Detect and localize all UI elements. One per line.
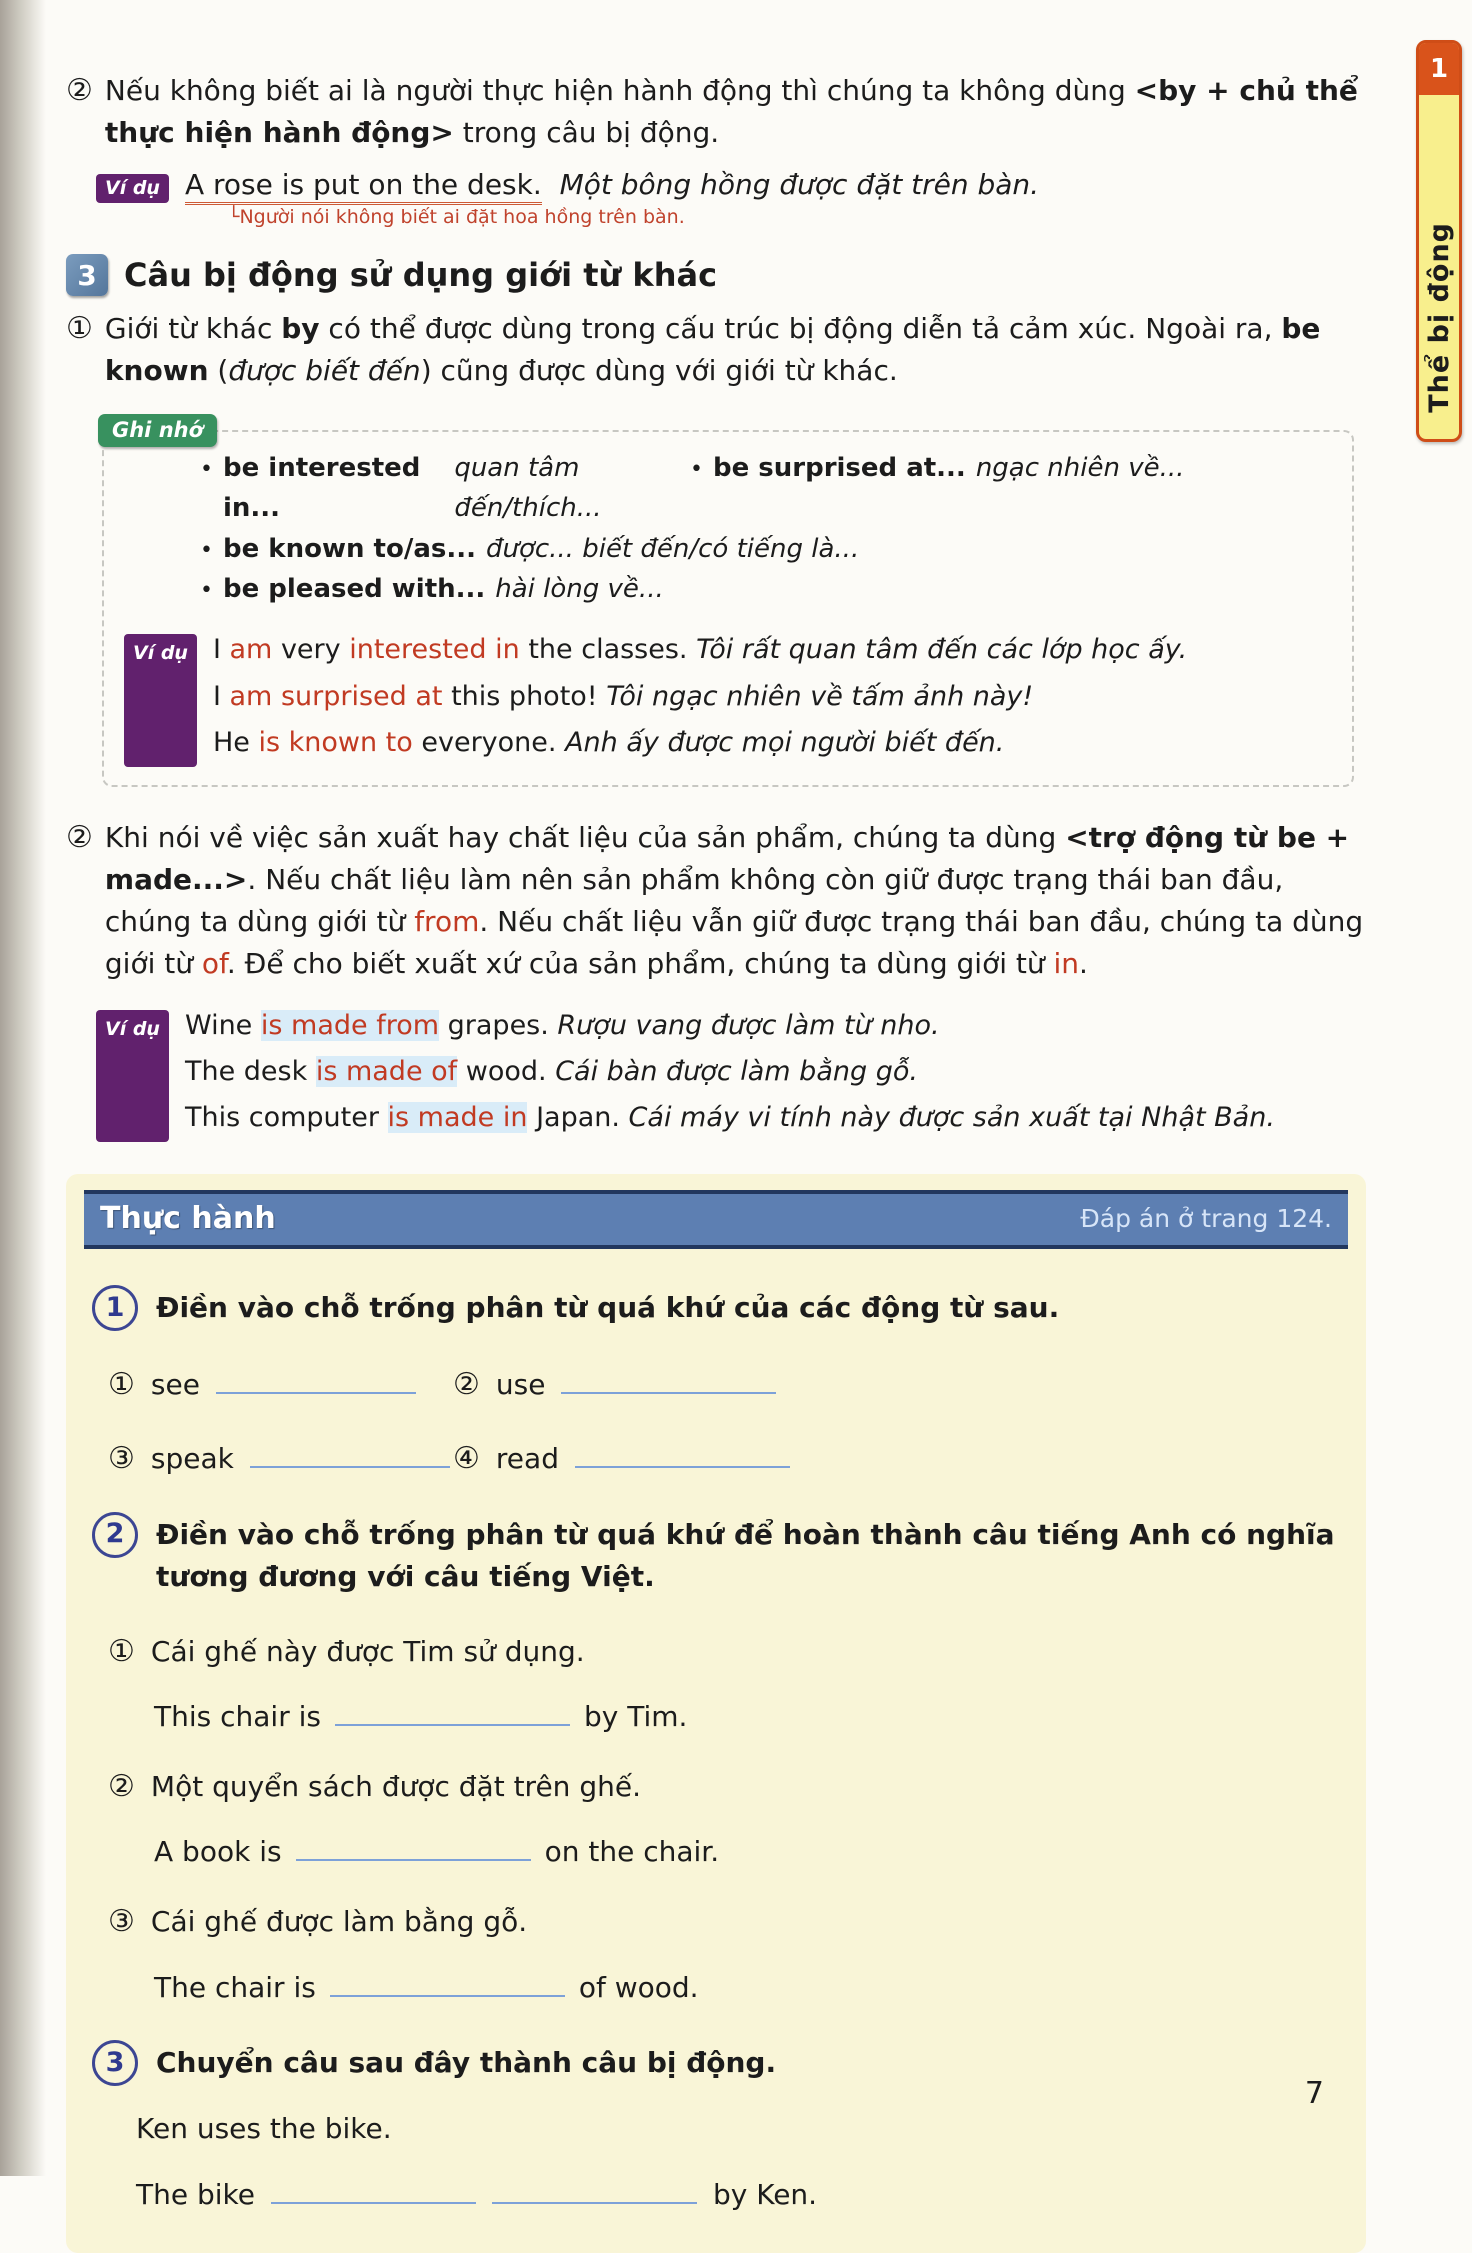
- exercise-prompt: Điền vào chỗ trống phân từ quá khứ của các động từ sau.: [156, 1290, 1060, 1324]
- example-sentence: [185, 1049, 1368, 1095]
- red-phrase: is made in: [387, 1102, 528, 1134]
- vietnamese-sentence: Cái ghế này được Tim sử dụng.: [150, 1634, 585, 1668]
- example-rose: [96, 168, 1368, 203]
- text-segment: I: [212, 680, 230, 712]
- red-phrase: interested in: [349, 634, 520, 666]
- example-sentence: [213, 720, 1334, 766]
- answer-blank: [330, 1967, 565, 1996]
- answer-blank: [575, 1438, 790, 1467]
- memo-box: [102, 418, 1354, 787]
- translation-item: [108, 1769, 1340, 1868]
- vietnamese-translation: Cái bàn được làm bằng gỗ.: [555, 1055, 918, 1087]
- english-answer-line: [154, 1697, 1340, 1733]
- vietnamese-translation: Rượu vang được làm từ nho.: [557, 1009, 940, 1041]
- english-answer-line: [136, 2175, 1366, 2211]
- red-phrase: is made of: [315, 1055, 458, 1087]
- sentence-start: A book is: [154, 1835, 282, 1869]
- chapter-label: Thể bị động: [1423, 222, 1455, 413]
- answer-blank: [296, 1832, 531, 1861]
- answers-page-note: Đáp án ở trang 124.: [1080, 1203, 1332, 1233]
- vietnamese-translation: Cái máy vi tính này được sản xuất tại Nhật Bản.: [628, 1102, 1275, 1134]
- example-badge: Ví dụ: [124, 634, 197, 766]
- red-phrase: is known to: [258, 727, 413, 759]
- rule-text: [105, 817, 1368, 985]
- exercise-3-heading: [92, 2042, 1340, 2086]
- sentence-end: by Tim.: [583, 1699, 688, 1733]
- examples-materials: [96, 1003, 1368, 1142]
- practice-section: [66, 1174, 1366, 2253]
- text-segment: . Nếu chất liệu làm nên sản phẩm không còn giữ được trạng thái ban đầu, chúng ta dùng giới từ: [104, 862, 1284, 938]
- item-number: ②: [453, 1367, 480, 1403]
- paragraph-marker: ②: [66, 819, 93, 855]
- examples-emotion: [124, 627, 1334, 766]
- answer-blank: [335, 1697, 570, 1726]
- text-segment: very: [272, 634, 350, 666]
- connector-bracket: └: [228, 206, 240, 228]
- verb-word: speak: [150, 1441, 234, 1475]
- bold-word: by: [281, 312, 320, 345]
- paragraph-marker: ①: [66, 311, 93, 346]
- example-sentence: [213, 627, 1334, 673]
- memo-phrase: be interested in...: [222, 453, 421, 524]
- bullet-icon: •: [200, 537, 213, 563]
- english-sentence: A rose is put on the desk.: [185, 168, 542, 205]
- vietnamese-translation: Tôi rất quan tâm đến các lớp học ấy.: [696, 634, 1188, 666]
- bold-structure: <by + chủ thể thực hiện hành động>: [104, 74, 1358, 149]
- bullet-icon: •: [690, 457, 703, 482]
- exercise-number: 3: [92, 2040, 138, 2086]
- practice-title: Thực hành: [100, 1200, 276, 1236]
- text-segment: ) cũng được dùng với giới từ khác.: [420, 354, 898, 387]
- text-segment: .: [1079, 946, 1088, 980]
- source-sentence: Ken uses the bike.: [136, 2111, 392, 2145]
- verb-item: [108, 1438, 453, 1475]
- memo-list: [124, 448, 1334, 609]
- memo-gloss: quan tâm đến/thích...: [454, 453, 602, 524]
- answer-blank: [250, 1438, 450, 1467]
- verb-word: read: [495, 1441, 559, 1475]
- vietnamese-sentence: Một quyển sách được đặt trên ghế.: [150, 1769, 641, 1803]
- practice-header: [84, 1190, 1348, 1249]
- red-word: from: [414, 904, 480, 938]
- answer-blank: [561, 1365, 776, 1394]
- english-answer-line: [154, 1832, 1340, 1868]
- memo-gloss: được... biết đến/có tiếng là...: [485, 533, 860, 564]
- bold-word: be known: [104, 312, 1321, 387]
- item-number: ①: [108, 1367, 135, 1403]
- rule-other-prepositions: [66, 308, 1368, 392]
- red-phrase: is made from: [260, 1009, 440, 1041]
- text-segment: this photo!: [442, 680, 607, 712]
- text-segment: trong câu bị động.: [453, 116, 720, 149]
- paragraph-marker: ②: [66, 73, 93, 108]
- sentence-start: This chair is: [154, 1699, 321, 1733]
- sentence-start: The bike: [136, 2178, 255, 2212]
- text-segment: wood.: [457, 1055, 556, 1087]
- memo-phrase: be pleased with...: [222, 573, 486, 604]
- example-sentence: [213, 674, 1334, 720]
- answer-blank: [492, 2175, 697, 2204]
- rule-materials-paragraph: [66, 817, 1368, 985]
- exercise-1-items: [108, 1365, 1336, 1476]
- text-segment: . Để cho biết xuất xứ của sản phẩm, chúng ta dùng giới từ: [226, 946, 1054, 980]
- answer-blank: [216, 1365, 416, 1394]
- text-segment: Japan.: [527, 1102, 629, 1134]
- memo-gloss: hài lòng về...: [495, 573, 664, 604]
- exercise-1-heading: [92, 1287, 1340, 1331]
- exercise-number: 2: [92, 1512, 138, 1558]
- verb-item: [453, 1438, 1336, 1475]
- section-3-heading: [66, 254, 1368, 296]
- text-segment: Nếu không biết ai là người thực hiện hành động thì chúng ta không dùng: [104, 74, 1135, 107]
- red-phrase: am surprised at: [229, 680, 443, 712]
- item-number: ③: [108, 1904, 135, 1940]
- sentence-end: of wood.: [578, 1970, 699, 2004]
- example-sentence: [185, 1003, 1368, 1049]
- memo-row: [200, 448, 1334, 529]
- memo-phrase: be surprised at...: [712, 453, 966, 483]
- text-segment: (: [208, 354, 229, 387]
- verb-word: see: [150, 1368, 200, 1402]
- rule-text: [105, 70, 1368, 154]
- text-segment: grapes.: [439, 1009, 558, 1041]
- text-segment: The desk: [184, 1055, 316, 1087]
- bold-structure: <trợ động từ be + made...>: [104, 820, 1350, 896]
- page-number: 7: [1304, 2076, 1324, 2111]
- verb-item: [453, 1365, 1336, 1402]
- item-number: ①: [108, 1633, 135, 1669]
- vietnamese-sentence: Cái ghế được làm bằng gỗ.: [150, 1905, 528, 1939]
- exercise-prompt: Chuyển câu sau đây thành câu bị động.: [156, 2045, 777, 2079]
- chapter-number: 1: [1419, 43, 1459, 95]
- exercise-number: 1: [92, 1285, 138, 1331]
- example-sentence: [185, 1095, 1368, 1141]
- red-word: in: [1053, 946, 1080, 980]
- memo-item: [200, 569, 664, 609]
- vietnamese-translation: Anh ấy được mọi người biết đến.: [565, 727, 1005, 759]
- exercise-2-heading: [92, 1514, 1340, 1598]
- bullet-icon: •: [200, 577, 213, 603]
- memo-item: [690, 448, 1184, 529]
- page-content: [66, 70, 1368, 2253]
- memo-gloss: ngạc nhiên về...: [975, 453, 1185, 483]
- page-binding-shadow: [0, 0, 46, 2176]
- text-segment: I: [212, 634, 230, 666]
- item-number: ④: [453, 1440, 480, 1476]
- english-answer-line: [154, 1967, 1340, 2003]
- sentence-start: The chair is: [154, 1970, 316, 2004]
- memo-badge: Ghi nhớ: [98, 414, 217, 447]
- text-segment: có thể được dùng trong cấu trúc bị động diễn tả cảm xúc. Ngoài ra,: [319, 312, 1282, 345]
- text-segment: . Nếu chất liệu vẫn giữ được trạng thái ban đầu, chúng ta dùng giới từ: [104, 904, 1364, 980]
- text-segment: the classes.: [519, 634, 697, 666]
- memo-item: [200, 448, 690, 529]
- text-segment: Giới từ khác: [104, 312, 282, 345]
- vietnamese-prompt-line: [108, 1769, 1340, 1804]
- vietnamese-translation: Một bông hồng được đặt trên bàn.: [559, 168, 1040, 201]
- item-number: ②: [108, 1768, 135, 1804]
- red-phrase: am: [229, 634, 273, 666]
- memo-item: [200, 529, 859, 569]
- verb-word: use: [495, 1368, 546, 1402]
- rule-no-agent-paragraph: [66, 70, 1368, 154]
- annotation-text: Người nói không biết ai đặt hoa hồng trên bàn.: [239, 206, 685, 228]
- exercise-prompt: Điền vào chỗ trống phân từ quá khứ để hoàn thành câu tiếng Anh có nghĩa tương đương với câu tiếng Việt.: [156, 1517, 1335, 1593]
- translation-item: [108, 1904, 1340, 2003]
- item-number: ③: [108, 1440, 135, 1476]
- rule-text: [105, 308, 1368, 392]
- example-sentence: [185, 168, 1039, 201]
- sentence-end: on the chair.: [544, 1835, 720, 1869]
- memo-row: [200, 569, 1334, 609]
- text-segment: Khi nói về việc sản xuất hay chất liệu của sản phẩm, chúng ta dùng: [104, 820, 1066, 854]
- text-segment: This computer: [184, 1102, 388, 1134]
- section-title: Câu bị động sử dụng giới từ khác: [124, 256, 718, 294]
- bullet-icon: •: [200, 457, 213, 482]
- example-badge: Ví dụ: [96, 174, 169, 203]
- chapter-tab: [1416, 40, 1462, 442]
- memo-row: [200, 529, 1334, 569]
- chapter-label-wrap: [1419, 222, 1459, 413]
- example-lines: [213, 627, 1334, 766]
- example-badge: Ví dụ: [96, 1010, 169, 1142]
- text-segment: He: [212, 727, 259, 759]
- answer-blank: [271, 2175, 476, 2204]
- verb-item: [108, 1365, 453, 1402]
- text-segment: Wine: [184, 1009, 261, 1041]
- memo-phrase: be known to/as...: [222, 533, 476, 564]
- italic-gloss: được biết đến: [228, 354, 421, 387]
- vietnamese-prompt-line: [108, 1634, 1340, 1669]
- text-segment: everyone.: [412, 727, 566, 759]
- annotation-note: [228, 206, 1368, 228]
- red-word: of: [201, 946, 227, 980]
- vietnamese-prompt-line: [108, 1904, 1340, 1939]
- sentence-end: by Ken.: [712, 2178, 818, 2212]
- vietnamese-translation: Tôi ngạc nhiên về tấm ảnh này!: [606, 680, 1034, 712]
- translation-item: [108, 1634, 1340, 1733]
- example-lines: [185, 1003, 1368, 1142]
- section-number-badge: 3: [66, 254, 108, 296]
